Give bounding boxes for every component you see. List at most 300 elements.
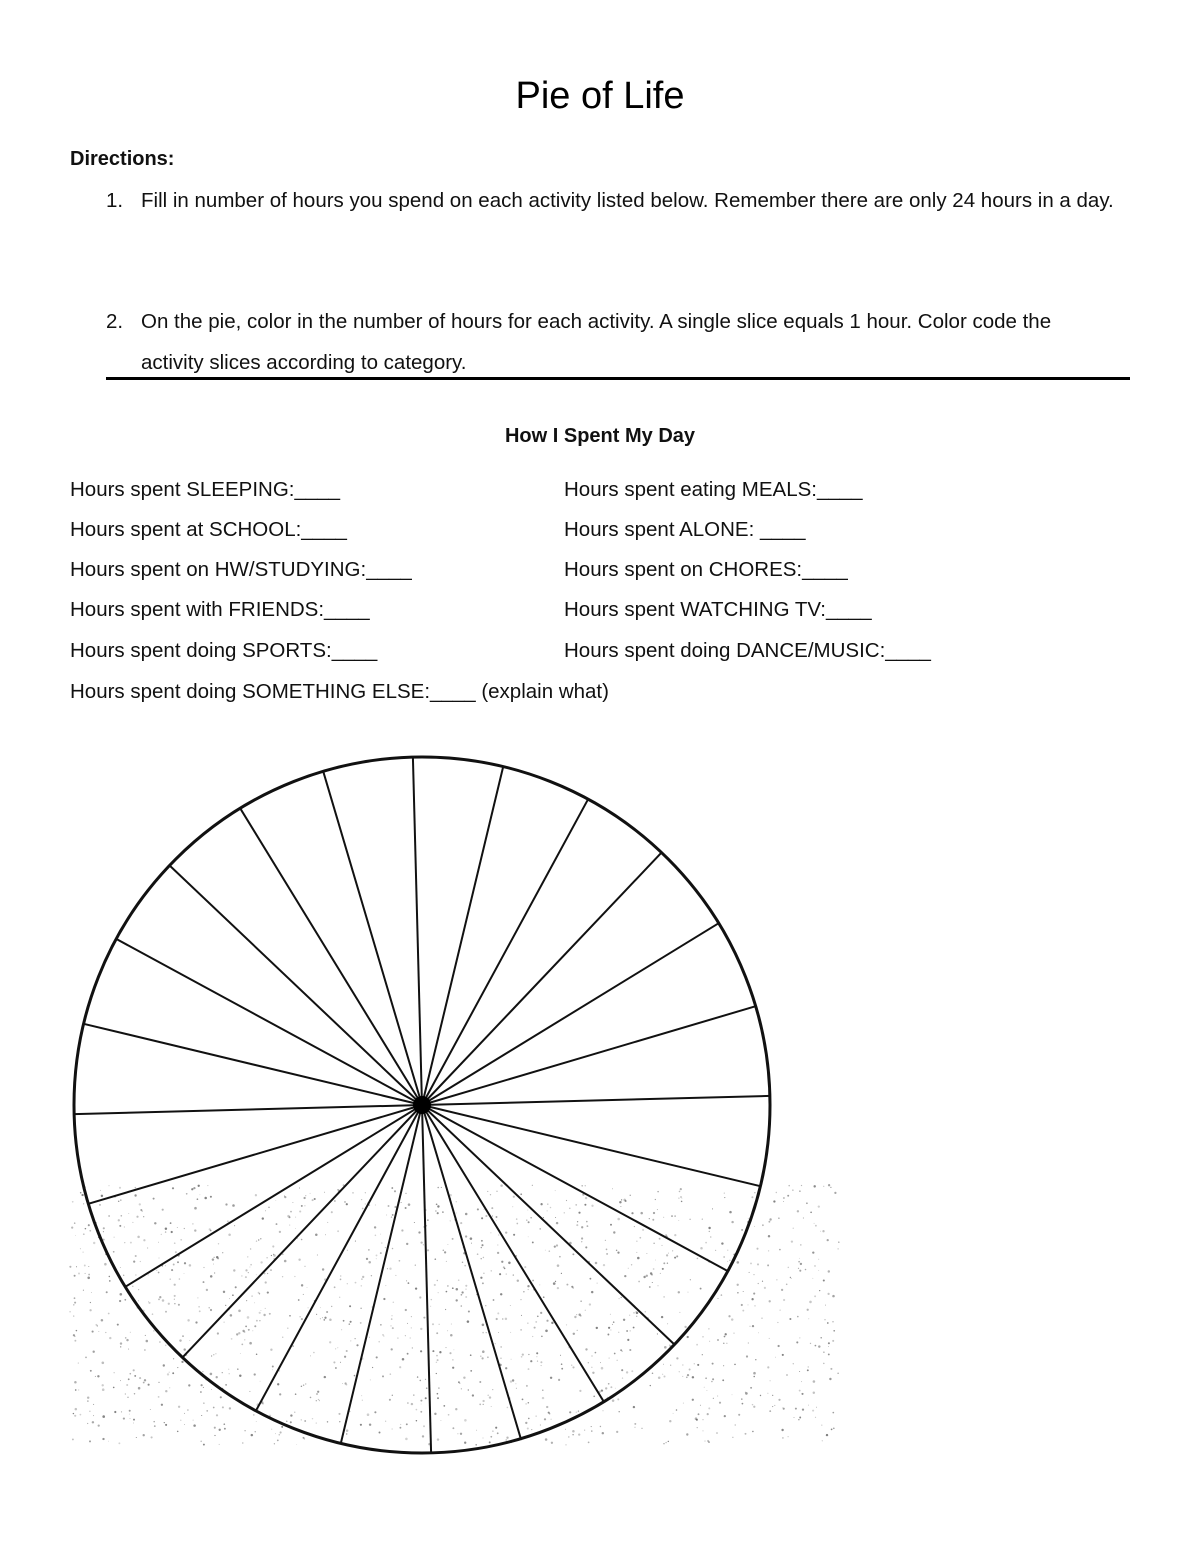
speckle-dot (102, 1388, 105, 1391)
speckle-dot (710, 1236, 711, 1237)
speckle-dot (174, 1303, 175, 1304)
speckle-dot (174, 1299, 175, 1300)
speckle-dot (513, 1274, 514, 1275)
speckle-dot (521, 1299, 522, 1300)
speckle-dot (463, 1376, 465, 1378)
speckle-dot (385, 1285, 386, 1286)
speckle-dot (361, 1278, 363, 1280)
speckle-dot (668, 1441, 669, 1442)
speckle-dot (724, 1197, 725, 1198)
speckle-dot (286, 1421, 287, 1422)
speckle-dot (783, 1197, 785, 1199)
speckle-dot (301, 1284, 303, 1286)
speckle-dot (633, 1406, 635, 1408)
speckle-dot (200, 1391, 202, 1393)
speckle-dot (715, 1250, 716, 1251)
speckle-dot (279, 1231, 281, 1233)
speckle-dot (225, 1203, 227, 1205)
speckle-dot (371, 1275, 372, 1276)
speckle-dot (423, 1244, 424, 1245)
speckle-dot (818, 1345, 820, 1347)
speckle-dot (184, 1262, 186, 1264)
speckle-dot (89, 1440, 91, 1442)
speckle-dot (786, 1374, 788, 1376)
pie-slice-line (422, 1105, 760, 1186)
speckle-dot (579, 1390, 581, 1392)
speckle-dot (456, 1201, 457, 1202)
speckle-dot (818, 1205, 820, 1207)
speckle-dot (298, 1258, 300, 1260)
speckle-dot (296, 1444, 297, 1445)
speckle-dot (585, 1348, 587, 1350)
speckle-dot (566, 1324, 567, 1325)
speckle-dot (767, 1366, 769, 1368)
speckle-dot (167, 1373, 169, 1375)
field-something-else[interactable]: Hours spent doing SOMETHING ELSE:____ (explain what) (70, 680, 609, 703)
speckle-dot (143, 1434, 145, 1436)
speckle-dot (275, 1433, 276, 1434)
speckle-dot (588, 1442, 590, 1444)
speckle-dot (224, 1428, 226, 1430)
speckle-dot (618, 1332, 619, 1333)
speckle-dot (74, 1415, 76, 1417)
speckle-dot (347, 1250, 348, 1251)
speckle-dot (282, 1337, 283, 1338)
speckle-dot (786, 1284, 788, 1286)
speckle-dot (679, 1312, 680, 1313)
speckle-dot (622, 1377, 623, 1378)
speckle-dot (324, 1192, 325, 1193)
speckle-dot (530, 1217, 531, 1218)
speckle-dot (791, 1278, 792, 1279)
field-dance-music[interactable]: Hours spent doing DANCE/MUSIC:____ (564, 639, 931, 662)
speckle-dot (482, 1324, 485, 1327)
speckle-dot (554, 1246, 556, 1248)
speckle-dot (642, 1229, 644, 1231)
speckle-dot (668, 1253, 669, 1254)
speckle-dot (290, 1211, 292, 1213)
speckle-dot (194, 1207, 197, 1210)
speckle-dot (271, 1429, 272, 1430)
speckle-dot (232, 1294, 234, 1296)
speckle-dot (72, 1438, 74, 1440)
speckle-dot (171, 1231, 173, 1233)
speckle-dot (481, 1357, 483, 1359)
speckle-dot (245, 1276, 247, 1278)
speckle-dot (401, 1202, 402, 1203)
speckle-dot (653, 1243, 654, 1244)
speckle-dot (581, 1226, 583, 1228)
speckle-dot (374, 1226, 376, 1228)
speckle-dot (420, 1400, 422, 1402)
speckle-dot (270, 1269, 272, 1271)
speckle-dot (269, 1313, 271, 1315)
speckle-dot (236, 1333, 238, 1335)
speckle-dot (683, 1403, 684, 1404)
speckle-dot (214, 1427, 216, 1429)
speckle-dot (505, 1231, 507, 1233)
speckle-dot (279, 1434, 281, 1436)
speckle-dot (492, 1389, 493, 1390)
speckle-dot (452, 1359, 453, 1360)
speckle-dot (576, 1412, 577, 1413)
speckle-dot (663, 1262, 665, 1264)
speckle-dot (689, 1369, 691, 1371)
speckle-dot (545, 1438, 548, 1441)
speckle-dot (828, 1270, 830, 1272)
speckle-dot (188, 1384, 190, 1386)
speckle-dot (334, 1286, 336, 1288)
speckle-dot (752, 1431, 753, 1432)
speckle-dot (753, 1372, 756, 1375)
speckle-dot (434, 1413, 436, 1415)
field-sleeping[interactable]: Hours spent SLEEPING:____ (70, 478, 341, 501)
speckle-dot (388, 1205, 390, 1207)
speckle-dot (545, 1330, 548, 1333)
speckle-dot (329, 1341, 331, 1343)
speckle-dot (728, 1315, 730, 1317)
speckle-dot (421, 1404, 422, 1405)
speckle-dot (585, 1185, 586, 1186)
speckle-dot (513, 1196, 515, 1198)
speckle-dot (344, 1201, 345, 1202)
field-friends[interactable]: Hours spent with FRIENDS:____ (70, 598, 370, 621)
field-sports[interactable]: Hours spent doing SPORTS:____ (70, 639, 378, 662)
speckle-dot (238, 1332, 240, 1334)
speckle-dot (657, 1333, 658, 1334)
speckle-dot (492, 1430, 494, 1432)
speckle-dot (581, 1241, 582, 1242)
speckle-dot (742, 1310, 744, 1312)
speckle-dot (731, 1318, 733, 1320)
speckle-dot (663, 1217, 664, 1218)
speckle-dot (318, 1399, 319, 1400)
speckle-dot (633, 1327, 635, 1329)
speckle-dot (757, 1263, 759, 1265)
speckle-dot (646, 1253, 647, 1254)
speckle-dot (769, 1338, 770, 1339)
speckle-dot (566, 1200, 567, 1201)
speckle-dot (708, 1407, 710, 1409)
speckle-dot (133, 1423, 134, 1424)
speckle-dot (125, 1393, 126, 1394)
speckle-dot (686, 1376, 688, 1378)
speckle-dot (812, 1278, 813, 1279)
speckle-dot (497, 1312, 499, 1314)
speckle-dot (436, 1373, 437, 1374)
speckle-dot (287, 1215, 290, 1218)
speckle-dot (461, 1294, 463, 1296)
speckle-dot (341, 1329, 342, 1330)
pie-slice-line (84, 1024, 422, 1105)
speckle-dot (453, 1349, 454, 1350)
speckle-dot (754, 1305, 755, 1306)
speckle-dot (426, 1387, 428, 1389)
speckle-dot (832, 1340, 834, 1342)
speckle-dot (255, 1194, 257, 1196)
speckle-dot (581, 1237, 583, 1239)
speckle-dot (420, 1350, 422, 1352)
field-alone[interactable]: Hours spent ALONE: ____ (564, 518, 806, 541)
speckle-dot (161, 1404, 163, 1406)
speckle-dot (120, 1267, 121, 1268)
speckle-dot (299, 1187, 300, 1188)
speckle-dot (625, 1200, 627, 1202)
pie-chart[interactable] (60, 745, 850, 1465)
speckle-dot (631, 1212, 633, 1214)
speckle-dot (665, 1234, 667, 1236)
speckle-dot (386, 1214, 387, 1215)
speckle-dot (823, 1351, 825, 1353)
speckle-dot (177, 1431, 179, 1433)
speckle-dot (213, 1407, 215, 1409)
speckle-dot (180, 1420, 181, 1421)
speckle-dot (420, 1328, 422, 1330)
speckle-dot (229, 1298, 230, 1299)
speckle-dot (258, 1292, 260, 1294)
speckle-dot (442, 1211, 444, 1213)
speckle-dot (541, 1336, 542, 1337)
speckle-dot (499, 1273, 501, 1275)
speckle-dot (76, 1266, 77, 1267)
speckle-dot (305, 1195, 306, 1196)
speckle-dot (415, 1264, 416, 1265)
speckle-dot (716, 1432, 718, 1434)
speckle-dot (85, 1228, 87, 1230)
speckle-dot (161, 1234, 162, 1235)
speckle-dot (102, 1438, 104, 1440)
speckle-dot (515, 1383, 516, 1384)
speckle-dot (823, 1186, 824, 1187)
speckle-dot (153, 1421, 155, 1423)
speckle-dot (87, 1423, 88, 1424)
speckle-dot (362, 1400, 363, 1401)
speckle-dot (98, 1425, 100, 1427)
speckle-dot (745, 1392, 748, 1395)
pie-slice-line (422, 923, 719, 1105)
speckle-dot (703, 1430, 704, 1431)
speckle-dot (390, 1373, 392, 1375)
speckle-dot (705, 1377, 707, 1379)
speckle-dot (93, 1351, 95, 1353)
speckle-dot (395, 1275, 396, 1276)
speckle-dot (727, 1250, 728, 1251)
speckle-dot (153, 1198, 155, 1200)
speckle-dot (180, 1239, 182, 1241)
speckle-dot (813, 1391, 815, 1393)
speckle-dot (631, 1370, 633, 1372)
pie-drawing[interactable] (60, 745, 850, 1465)
speckle-dot (612, 1188, 613, 1189)
speckle-dot (709, 1341, 710, 1342)
speckle-dot (708, 1441, 710, 1443)
speckle-dot (465, 1213, 468, 1216)
speckle-dot (687, 1336, 689, 1338)
speckle-dot (447, 1244, 448, 1245)
speckle-dot (750, 1326, 751, 1327)
speckle-dot (531, 1429, 532, 1430)
pie-slice-line (422, 1105, 604, 1402)
speckle-dot (747, 1304, 748, 1305)
field-chores[interactable]: Hours spent on CHORES:____ (564, 558, 848, 581)
speckle-dot (304, 1205, 305, 1206)
speckle-dot (113, 1251, 115, 1253)
speckle-dot (455, 1408, 457, 1410)
speckle-dot (151, 1436, 153, 1438)
speckle-dot (251, 1295, 253, 1297)
speckle-dot (441, 1187, 442, 1188)
speckle-dot (420, 1411, 422, 1413)
speckle-dot (223, 1291, 225, 1293)
speckle-dot (440, 1420, 441, 1421)
speckle-dot (577, 1221, 578, 1222)
speckle-dot (303, 1384, 304, 1385)
speckle-dot (586, 1221, 588, 1223)
speckle-dot (629, 1315, 630, 1316)
speckle-dot (140, 1261, 141, 1262)
pie-slice-line (413, 757, 422, 1105)
speckle-dot (787, 1195, 789, 1197)
speckle-dot (179, 1278, 181, 1280)
speckle-dot (753, 1274, 754, 1275)
speckle-dot (73, 1315, 74, 1316)
field-watching-tv[interactable]: Hours spent WATCHING TV:____ (564, 598, 872, 621)
speckle-dot (289, 1315, 291, 1317)
speckle-dot (295, 1217, 296, 1218)
speckle-dot (528, 1221, 530, 1223)
speckle-dot (197, 1198, 199, 1200)
speckle-dot (797, 1210, 799, 1212)
speckle-dot (244, 1430, 245, 1431)
pie-slice-line (422, 1006, 756, 1105)
speckle-dot (392, 1429, 393, 1430)
speckle-dot (304, 1420, 306, 1422)
speckle-dot (380, 1234, 381, 1235)
speckle-dot (216, 1414, 218, 1416)
speckle-dot (437, 1187, 439, 1189)
speckle-dot (189, 1340, 190, 1341)
speckle-dot (121, 1411, 122, 1412)
field-school[interactable]: Hours spent at SCHOOL:____ (70, 518, 347, 541)
speckle-dot (564, 1212, 565, 1213)
speckle-dot (684, 1326, 686, 1328)
speckle-dot (250, 1264, 252, 1266)
speckle-dot (443, 1405, 445, 1407)
speckle-dot (468, 1310, 470, 1312)
speckle-dot (407, 1323, 408, 1324)
speckle-dot (772, 1395, 773, 1396)
speckle-dot (379, 1432, 381, 1434)
speckle-dot (120, 1199, 121, 1200)
speckle-dot (284, 1196, 285, 1197)
speckle-dot (587, 1225, 589, 1227)
speckle-dot (119, 1225, 121, 1227)
speckle-dot (369, 1337, 370, 1338)
speckle-dot (248, 1329, 250, 1331)
speckle-dot (820, 1231, 821, 1232)
speckle-dot (242, 1330, 244, 1332)
speckle-dot (687, 1374, 689, 1376)
speckle-dot (778, 1399, 780, 1401)
speckle-dot (491, 1406, 492, 1407)
speckle-dot (798, 1261, 800, 1263)
speckle-dot (481, 1244, 483, 1246)
speckle-dot (539, 1284, 540, 1285)
speckle-dot (275, 1200, 276, 1201)
pie-slice-line (341, 1105, 422, 1443)
speckle-dot (80, 1192, 82, 1194)
speckle-dot (601, 1389, 603, 1391)
speckle-dot (120, 1342, 122, 1344)
speckle-dot (762, 1281, 763, 1282)
speckle-dot (184, 1273, 185, 1274)
speckle-dot (561, 1363, 563, 1365)
speckle-dot (123, 1275, 124, 1276)
speckle-dot (165, 1231, 166, 1232)
speckle-dot (698, 1413, 700, 1415)
speckle-dot (168, 1303, 170, 1305)
speckle-dot (694, 1363, 695, 1364)
speckle-dot (97, 1325, 98, 1326)
speckle-dot (628, 1268, 629, 1269)
speckle-dot (605, 1240, 606, 1241)
speckle-dot (670, 1365, 671, 1366)
speckle-dot (589, 1303, 591, 1305)
speckle-dot (717, 1339, 719, 1341)
speckle-dot (299, 1316, 300, 1317)
speckle-dot (267, 1273, 268, 1274)
speckle-dot (128, 1349, 129, 1350)
speckle-dot (217, 1257, 219, 1259)
speckle-dot (295, 1228, 296, 1229)
speckle-dot (443, 1249, 445, 1251)
speckle-dot (476, 1430, 477, 1431)
speckle-dot (458, 1279, 460, 1281)
speckle-dot (375, 1205, 376, 1206)
speckle-dot (320, 1318, 321, 1319)
speckle-dot (222, 1372, 223, 1373)
speckle-dot (630, 1195, 631, 1196)
speckle-dot (89, 1230, 91, 1232)
speckle-dot (539, 1228, 541, 1230)
speckle-dot (661, 1316, 663, 1318)
field-hw-studying[interactable]: Hours spent on HW/STUDYING:____ (70, 558, 412, 581)
speckle-dot (661, 1245, 662, 1246)
speckle-dot (833, 1330, 835, 1332)
speckle-dot (272, 1369, 273, 1370)
speckle-dot (800, 1263, 802, 1265)
speckle-dot (217, 1332, 219, 1334)
speckle-dot (392, 1214, 394, 1216)
speckle-dot (479, 1404, 481, 1406)
speckle-dot (210, 1373, 213, 1376)
speckle-dot (738, 1414, 740, 1416)
speckle-dot (218, 1243, 219, 1244)
speckle-dot (520, 1193, 522, 1195)
field-meals[interactable]: Hours spent eating MEALS:____ (564, 478, 863, 501)
speckle-dot (95, 1376, 96, 1377)
speckle-dot (671, 1215, 673, 1217)
speckle-dot (614, 1353, 616, 1355)
speckle-dot (408, 1203, 411, 1206)
speckle-dot (678, 1220, 679, 1221)
speckle-dot (652, 1372, 654, 1374)
speckle-dot (126, 1339, 128, 1341)
speckle-dot (491, 1270, 492, 1271)
pie-slice-line (422, 767, 503, 1105)
step-text: On the pie, color in the number of hours for each activity. A single slice equals 1 hour. Color code the activity slices according to category. (141, 310, 1052, 374)
speckle-dot (831, 1429, 833, 1431)
